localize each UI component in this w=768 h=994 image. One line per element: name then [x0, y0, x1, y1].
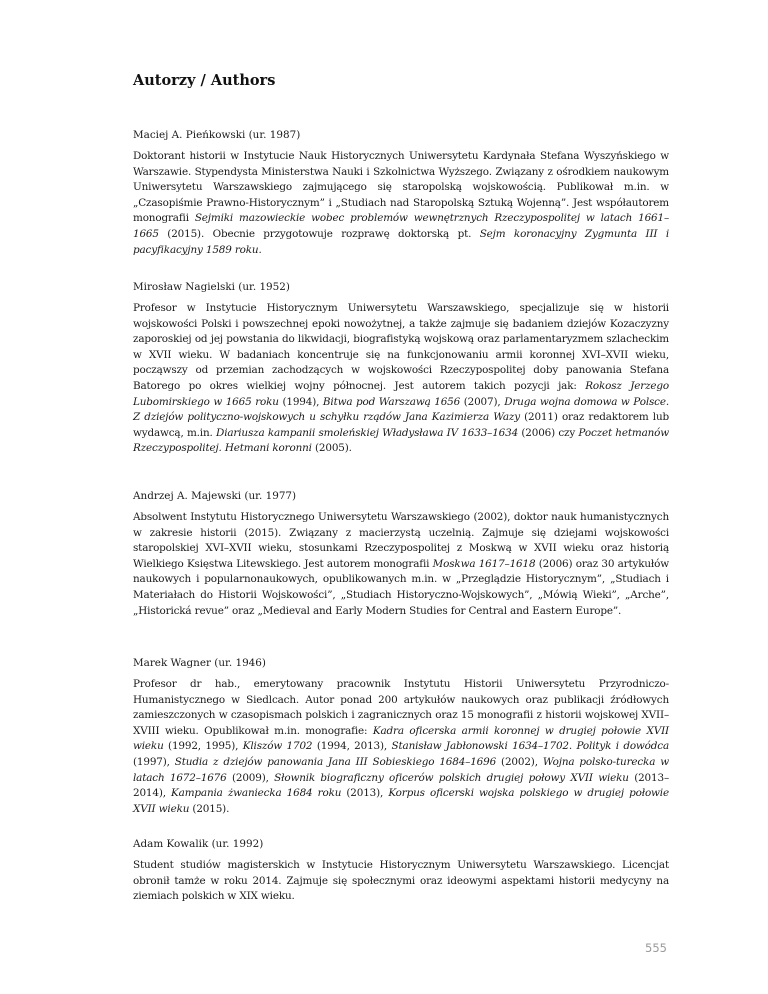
author-bio — [133, 677, 669, 817]
bio-text: (2006) czy — [518, 426, 579, 439]
bio-text: (2015). — [189, 802, 230, 815]
bio-title-italic: Sejmiki mazowieckie wobec problemów wewnętrznych Rzeczypospolitej w latach 1661–1665 — [133, 212, 670, 240]
bio-title-italic: Słownik biograficzny oficerów polskich drugiej połowy XVII wieku — [274, 771, 629, 784]
bio-text: (2013), — [341, 787, 389, 800]
bio-title-italic: Diariusza kampanii smoleńskiej Władysława IV 1633–1634 — [216, 426, 519, 439]
author-bio — [133, 149, 669, 258]
author-name: Andrzej A. Majewski (ur. 1977) — [133, 490, 297, 502]
author-entry — [133, 489, 669, 619]
bio-text: (2009), — [226, 771, 275, 784]
author-name: Maciej A. Pieńkowski (ur. 1987) — [133, 129, 301, 141]
author-name: Mirosław Nagielski (ur. 1952) — [133, 281, 290, 293]
bio-title-italic: Rokosz Jerzego Lubomirskiego w 1665 roku — [133, 379, 670, 408]
bio-title-italic: Sejm koronacyjny Zygmunta III i pacyfikacyjny 1589 roku — [133, 227, 669, 256]
bio-text: (1994), — [278, 395, 323, 408]
bio-title-italic: Poczet hetmanów Rzeczypospolitej. Hetmani koronni — [133, 426, 670, 455]
bio-text: Absolwent Instytutu Historycznego Uniwersytetu Warszawskiego (2002), doktor nauk humanistycznych w zakresie historii (2015). Związany z macierzystą uczelnią. Zajmuje się dziejami wojskowości staropolskiej XVI–XVII wieku, stosunkami Rzeczypospolitej z Moskwą w XVII wieku oraz historią Wielkiego Księstwa Litewskiego. Jest autorem monografii — [133, 511, 669, 570]
bio-text: Profesor dr hab., emerytowany pracownik Instytutu Historii Uniwersytetu Przyrodniczo-Humanistycznego w Siedlcach. Autor ponad 200 artykułów naukowych oraz publikacji źródłowych zamieszczonych w czasopismach polskich i zagranicznych oraz 15 monografii z historii wojskowej XVII–XVIII wieku. Opublikował m.in. monografie: — [133, 678, 669, 737]
bio-title-italic: Kadra oficerska armii koronnej w drugiej połowie XVII wieku — [133, 724, 669, 753]
bio-text: (2007), — [460, 395, 505, 408]
bio-text: (2011) oraz redaktorem lub wydawcą, m.in. — [133, 411, 669, 439]
bio-title-italic: Kampania żwaniecka 1684 roku — [171, 787, 342, 800]
bio-text: (2015). Obecnie przygotowuje rozprawę doktorską pt. — [158, 227, 480, 240]
bio-title-italic: Druga wojna domowa w Polsce. Z dziejów polityczno-wojskowych u schyłku rządów Jana Kazimierza Wazy — [133, 395, 669, 424]
bio-text: (1992, 1995), — [163, 740, 243, 753]
author-bio — [133, 301, 669, 457]
author-entry — [133, 656, 669, 817]
author-name: Adam Kowalik (ur. 1992) — [133, 838, 264, 850]
bio-text: Profesor w Instytucie Historycznym Uniwersytetu Warszawskiego, specjalizuje się w historii wojskowości Polski i powszechnej epoki nowożytnej, a także zajmuje się badaniem dziejów Kozaczyzny zaporoskiej od jej powstania do likwidacji, biografistyką wojskową oraz parlamentaryzmem szlacheckim w XVII wieku. W badaniach koncentruje się na funkcjonowaniu armii koronnej XVI–XVII wieku, począwszy od przemian zachodzących w wojskowości Rzeczypospolitej doby panowania Stefana Batorego po okres wielkiej wojny północnej. Jest autorem takich pozycji jak: — [133, 302, 669, 392]
bio-text: (2002), — [496, 755, 543, 768]
author-bio — [133, 858, 669, 905]
bio-text: Student studiów magisterskich w Instytucie Historycznym Uniwersytetu Warszawskiego. Licencjat obronił tamże w roku 2014. Zajmuje się społecznymi oraz ideowymi aspektami historii medycyny na ziemiach polskich w XIX wieku. — [133, 859, 669, 903]
bio-title-italic: Bitwa pod Warszawą 1656 — [322, 395, 461, 408]
bio-text: . — [258, 243, 262, 256]
author-name: Marek Wagner (ur. 1946) — [133, 657, 266, 669]
bio-title-italic: Studia z dziejów panowania Jana III Sobieskiego 1684–1696 — [174, 755, 497, 768]
bio-text: (2013–2014), — [133, 771, 669, 800]
bio-title-italic: Stanisław Jabłonowski 1634–1702. Polityk i dowódca — [391, 740, 669, 753]
page-number: 555 — [645, 941, 667, 955]
bio-text: Doktorant historii w Instytucie Nauk Historycznych Uniwersytetu Kardynała Stefana Wyszyńskiego w Warszawie. Stypendysta Ministerstwa Nauki i Szkolnictwa Wyższego. Związany z ośrodkiem naukowym Uniwersytetu Warszawskiego zajmującego się staropolską wojskowością. Publikował m.in. w „Czasopiśmie Prawno-Historycznym” i „Studiach nad Staropolską Sztuką Wojenną”. Jest współautorem monografii — [133, 150, 669, 225]
bio-title-italic: Moskwa 1617–1618 — [432, 557, 536, 570]
bio-title-italic: Kliszów 1702 — [242, 740, 313, 753]
bio-title-italic: Wojna polsko-turecka w latach 1672–1676 — [133, 755, 669, 784]
bio-title-italic: Korpus oficerski wojska polskiego w drugiej połowie XVII wieku — [133, 787, 669, 815]
bio-text: (1994, 2013), — [312, 740, 392, 753]
author-entry — [133, 280, 669, 457]
page-title: Autorzy / Authors — [133, 72, 276, 89]
bio-text: (2006) oraz 30 artykułów naukowych i popularnonaukowych, opublikowanych m.in. w „Przeglądzie Historycznym”, „Studiach i Materiałach do Historii Wojskowości”, „Studiach Historyczno-Wojskowych”, „Mówią Wieki”, „Arche”, „Historická revue” oraz „Medieval and Early Modern Studies for Central and Eastern Europe”. — [133, 557, 669, 617]
author-bio — [133, 510, 669, 619]
bio-text: (2005). — [311, 442, 352, 455]
bio-text: (1997), — [133, 755, 175, 768]
author-entry — [133, 128, 669, 258]
author-entry — [133, 837, 669, 905]
